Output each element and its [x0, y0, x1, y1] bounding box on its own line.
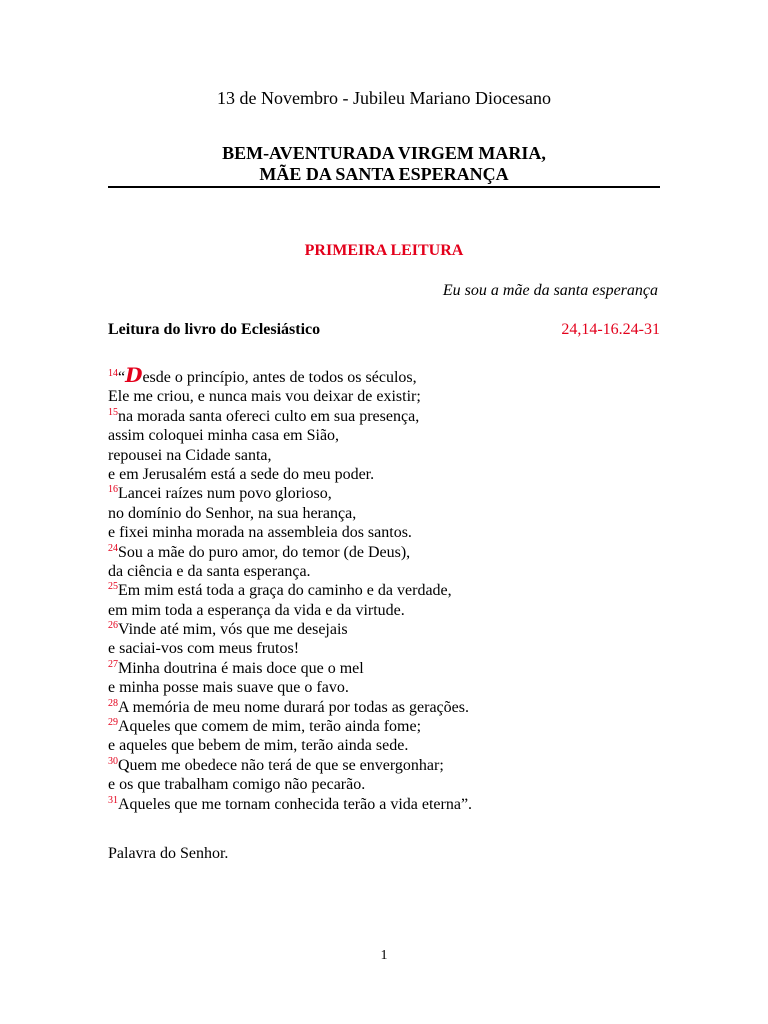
date-line: 13 de Novembro - Jubileu Mariano Diocesano — [217, 88, 551, 108]
verse-number: 25 — [108, 581, 118, 593]
scripture-reference: 24,14-16.24-31 — [561, 321, 660, 338]
closing-acclamation: Palavra do Senhor. — [108, 845, 229, 862]
verse-text-rest: esde o princípio, antes de todos os séculos, — [142, 369, 417, 386]
verse-text: e minha posse mais suave que o favo. — [108, 679, 349, 697]
verse-text: da ciência e da santa esperança. — [108, 562, 311, 580]
title-line-1: BEM-AVENTURADA VIRGEM MARIA, — [222, 143, 546, 163]
verse-line — [108, 426, 668, 445]
verse-text: em mim toda a esperança da vida e da virtude. — [108, 601, 405, 619]
verse-number: 27 — [108, 658, 118, 670]
verse-text: e fixei minha morada na assembleia dos santos. — [108, 524, 412, 542]
verse-line — [108, 484, 668, 503]
verse-text: “ — [118, 369, 126, 386]
reading-subtitle: Eu sou a mãe da santa esperança — [442, 282, 658, 299]
verse-text: e aqueles que bebem de mim, terão ainda sede. — [108, 737, 409, 755]
verse-line — [108, 717, 668, 736]
title-line-2: MÃE DA SANTA ESPERANÇA — [259, 164, 509, 184]
verse-line — [108, 504, 668, 523]
verse-number: 14 — [108, 368, 118, 379]
verse-line — [108, 659, 668, 678]
verse-text: Lancei raízes num povo glorioso, — [118, 485, 332, 503]
section-heading: PRIMEIRA LEITURA — [304, 242, 464, 259]
verse-line — [108, 678, 668, 697]
decorative-initial: D — [125, 363, 143, 387]
verse-text: Aqueles que comem de mim, terão ainda fome; — [118, 718, 422, 736]
verse-line — [108, 756, 668, 775]
verse-line — [108, 446, 668, 465]
verse-number: 28 — [108, 697, 118, 709]
verse-text: Ele me criou, e nunca mais vou deixar de existir; — [108, 388, 421, 406]
verse-text: repousei na Cidade santa, — [108, 446, 272, 464]
document-title — [0, 143, 768, 185]
book-line — [108, 321, 660, 343]
verse-line — [108, 387, 668, 406]
verse-text: Vinde até mim, vós que me desejais — [118, 621, 348, 639]
verse-number: 30 — [108, 755, 118, 767]
verse-number: 29 — [108, 717, 118, 729]
verse-text: Em mim está toda a graça do caminho e da verdade, — [118, 582, 452, 600]
verse-line — [108, 639, 668, 658]
book-title: Leitura do livro do Eclesiástico — [108, 321, 321, 338]
verse-line — [108, 581, 668, 600]
verse-text: e os que trabalham comigo não pecarão. — [108, 776, 366, 794]
verse-block — [108, 363, 668, 814]
verse-line — [108, 795, 668, 814]
verse-line — [108, 775, 668, 794]
verse-text: Sou a mãe do puro amor, do temor (de Deus), — [118, 543, 411, 561]
verse-text: e em Jerusalém está a sede do meu poder. — [108, 465, 375, 483]
page-number: 1 — [380, 948, 388, 963]
verse-line — [108, 363, 668, 387]
verse-line — [108, 620, 668, 639]
verse-text: Minha doutrina é mais doce que o mel — [118, 659, 364, 677]
verse-text: Aqueles que me tornam conhecida terão a vida eterna”. — [118, 795, 473, 813]
verse-line — [108, 523, 668, 542]
verse-line — [108, 407, 668, 426]
verse-line — [108, 543, 668, 562]
verse-number: 24 — [108, 542, 118, 554]
verse-number: 31 — [108, 794, 118, 806]
verse-text: e saciai-vos com meus frutos! — [108, 640, 300, 658]
verse-text: Quem me obedece não terá de que se envergonhar; — [118, 756, 444, 774]
verse-number: 26 — [108, 620, 118, 632]
verse-number: 15 — [108, 406, 118, 418]
verse-text: assim coloquei minha casa em Sião, — [108, 427, 340, 445]
verse-line — [108, 465, 668, 484]
verse-line — [108, 601, 668, 620]
verse-line — [108, 698, 668, 717]
verse-text: no domínio do Senhor, na sua herança, — [108, 504, 357, 522]
title-divider — [108, 186, 660, 188]
verse-text: na morada santa ofereci culto em sua presença, — [118, 407, 420, 425]
verse-line — [108, 736, 668, 755]
verse-number: 16 — [108, 484, 118, 496]
verse-line — [108, 562, 668, 581]
verse-text: A memória de meu nome durará por todas as gerações. — [118, 698, 469, 716]
